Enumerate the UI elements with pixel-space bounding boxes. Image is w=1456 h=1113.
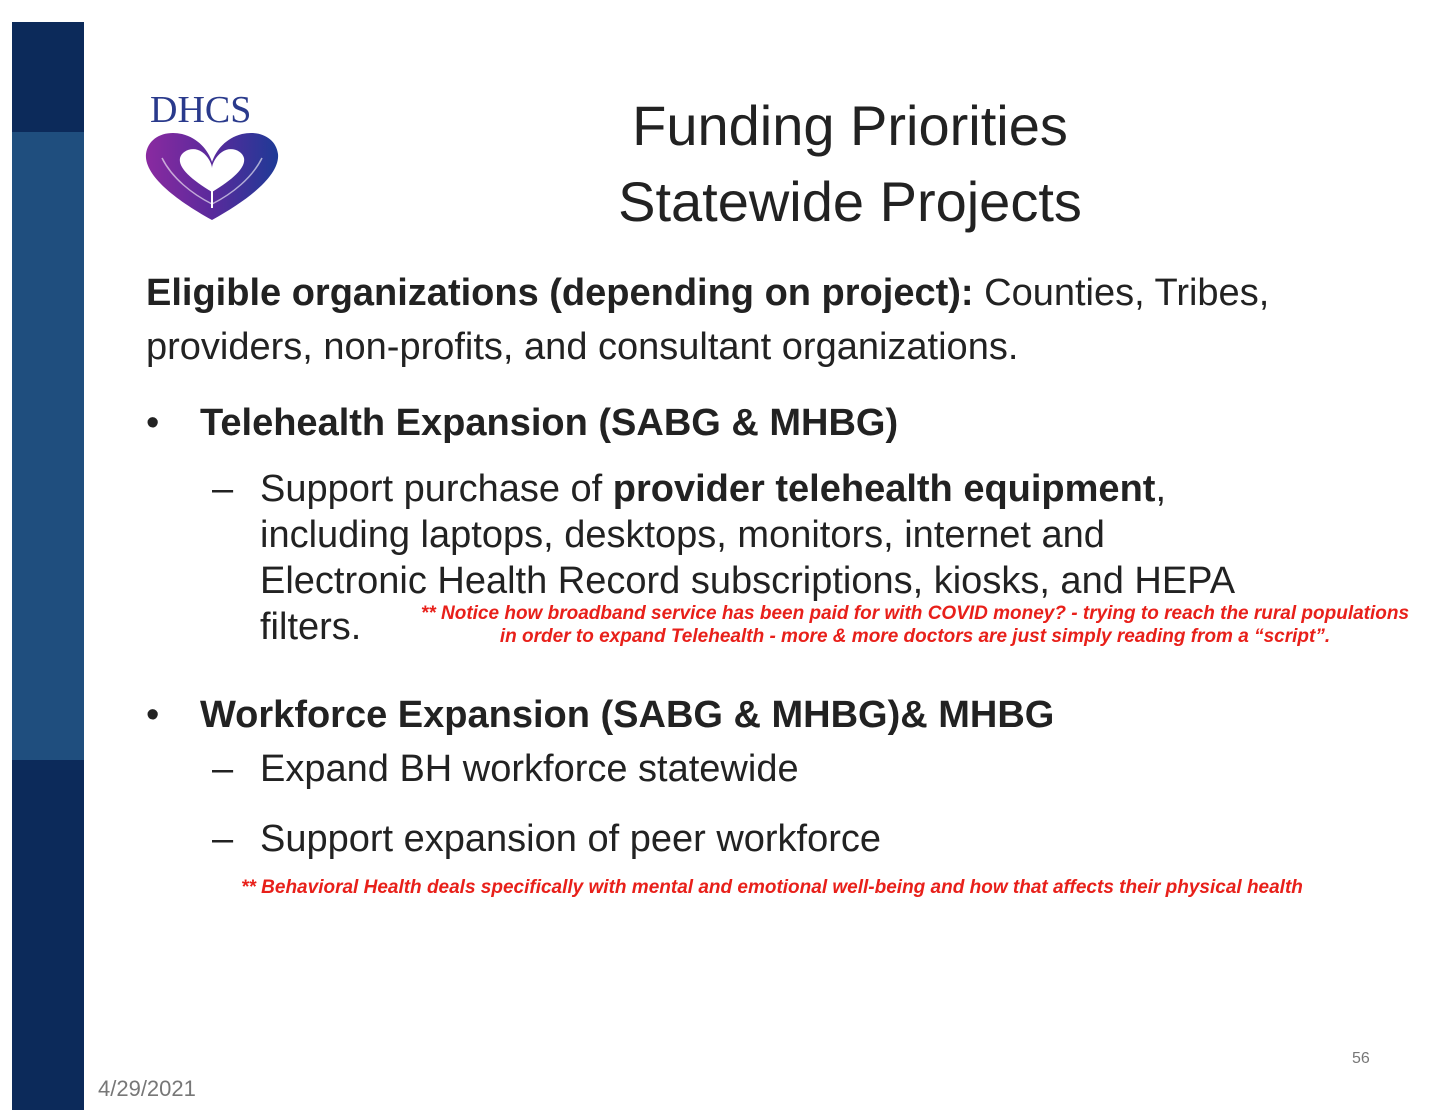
sub-dash: – [212, 468, 234, 510]
title-line-2: Statewide Projects [618, 170, 1082, 233]
sub-text-pre: Support purchase of [260, 468, 613, 510]
sub-dash: – [212, 818, 234, 860]
sidebar-top-band [12, 22, 84, 132]
bullet-marker: • [146, 402, 160, 444]
title-line-1: Funding Priorities [632, 94, 1068, 157]
sub-text-bold: provider telehealth equipment [612, 468, 1156, 510]
bullet-telehealth-expansion: Telehealth Expansion (SABG & MHBG) [200, 402, 899, 444]
page-number: 56 [1352, 1050, 1370, 1067]
slide-date: 4/29/2021 [98, 1076, 196, 1101]
bullet-workforce-expansion: Workforce Expansion (SABG & MHBG)& MHBG [200, 694, 1055, 736]
dhcs-logo [142, 88, 282, 224]
sub-text-line2: including laptops, desktops, monitors, internet and [260, 514, 1105, 556]
sub-text-post: , [1155, 468, 1166, 510]
sub-text-line3: Electronic Health Record subscriptions, kiosks, and HEPA [260, 560, 1236, 602]
annotation-behavioral-health: ** Behavioral Health deals specifically with mental and emotional well-being and how that affects their physical health [241, 877, 1303, 898]
slide-title [520, 88, 1180, 240]
sidebar-middle-band [12, 132, 84, 760]
sub-dash: – [212, 748, 234, 790]
logo-text: DHCS [150, 89, 252, 131]
sub-text-line4: filters. [260, 606, 362, 648]
heart-hands-icon [142, 88, 282, 224]
eligible-label: Eligible organizations (depending on project): [146, 272, 974, 314]
annotation-broadband: ** Notice how broadband service has been paid for with COVID money? - trying to reach the rural populations in order to expand Telehealth - more & more doctors are just simply reading from a “script”. [420, 603, 1410, 647]
sub-peer-workforce: Support expansion of peer workforce [260, 818, 882, 860]
eligible-organizations-paragraph [146, 266, 1376, 374]
sub-expand-bh-workforce: Expand BH workforce statewide [260, 748, 799, 790]
eligible-text: Counties, Tribes, providers, non-profits, and consultant organizations. [146, 272, 1270, 368]
sidebar-bottom-band [12, 760, 84, 1110]
bullet-marker: • [146, 694, 160, 736]
